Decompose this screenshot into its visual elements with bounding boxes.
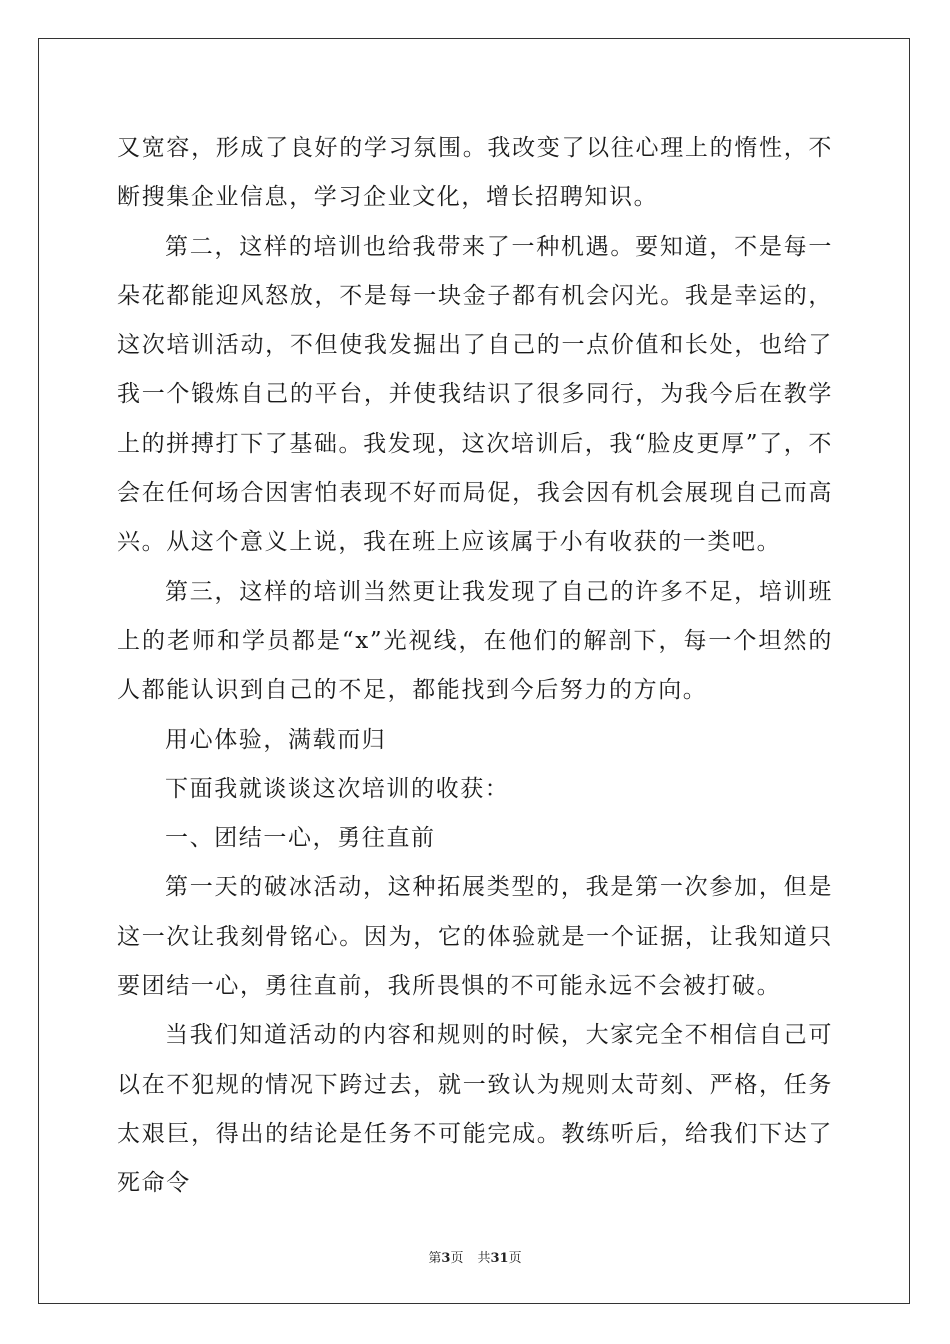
total-suffix: 页: [508, 1251, 522, 1266]
page-footer: [0, 1247, 950, 1266]
page-number: 3: [441, 1251, 451, 1266]
paragraph: 第一天的破冰活动，这种拓展类型的，我是第一次参加，但是这一次让我刻骨铭心。因为，它的体验就是一个证据，让我知道只要团结一心，勇往直前，我所畏惧的不可能永远不会被打破。: [117, 874, 833, 1000]
paragraph: 又宽容，形成了良好的学习氛围。我改变了以往心理上的惰性，不断搜集企业信息，学习企业文化，增长招聘知识。: [117, 135, 833, 211]
paragraph: 第三，这样的培训当然更让我发现了自己的许多不足，培训班上的老师和学员都是“x”光视线，在他们的解剖下，每一个坦然的人都能认识到自己的不足，都能找到今后努力的方向。: [117, 578, 833, 704]
page-prefix: 第: [428, 1251, 442, 1266]
total-pages: 31: [490, 1251, 509, 1266]
section-heading: 一、团结一心，勇往直前: [165, 825, 436, 852]
paragraph: 第二，这样的培训也给我带来了一种机遇。要知道，不是每一朵花都能迎风怒放，不是每一块金子都有机会闪光。我是幸运的，这次培训活动，不但使我发掘出了自己的一点价值和长处，也给了我一个锻炼自己的平台，并使我结识了很多同行，为我今后在教学上的拼搏打下了基础。我发现，这次培训后，我“脸皮更厚”了，不会在任何场合因害怕表现不好而局促，我会因有机会展现自己而高兴。从这个意义上说，我在班上应该属于小有收获的一类吧。: [117, 233, 833, 556]
paragraph: 下面我就谈谈这次培训的收获：: [165, 775, 510, 802]
page-suffix: 页: [450, 1251, 464, 1266]
section-heading: 用心体验，满载而归: [165, 726, 387, 753]
document-body: [117, 124, 833, 1209]
total-prefix: 共: [477, 1251, 491, 1266]
paragraph: 当我们知道活动的内容和规则的时候，大家完全不相信自己可以在不犯规的情况下跨过去，就一致认为规则太苛刻、严格，任务太艰巨，得出的结论是任务不可能完成。教练听后，给我们下达了死命令: [117, 1022, 833, 1197]
